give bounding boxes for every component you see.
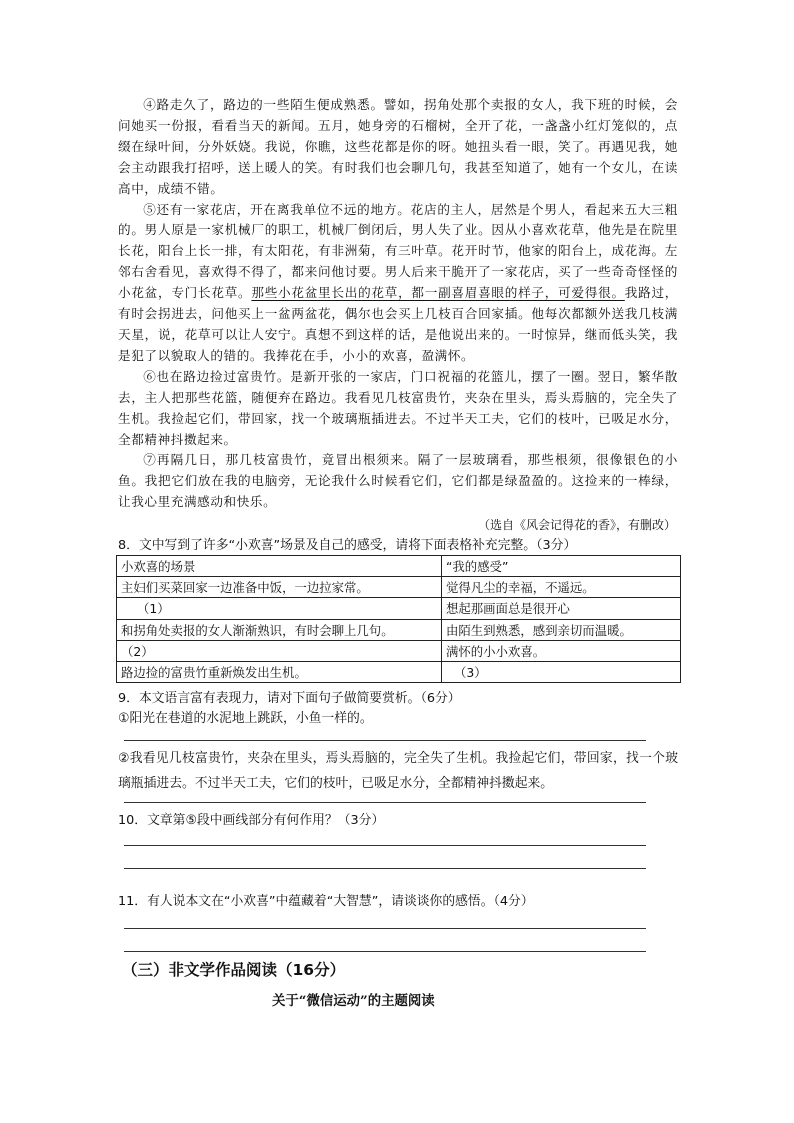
passage-source: （选自《风会记得花的香》，有删改） <box>477 518 676 532</box>
table-cell-scene: 和拐角处卖报的女人渐渐熟识，有时会聊上几句。 <box>117 619 442 640</box>
question-11: 11．有人说本文在“小欢喜”中蕴藏着“大智慧”，请谈谈你的感悟。（4分） <box>118 894 534 909</box>
paragraph-5-text-b: 我路过，有时会拐进去，问他买上一盆两盆花，偶尔也会买上几枝百合回家插。他每次都额外送我几枝满天星，说，花草可以让人安宁。真想不到这样的话，是他说出来的。一时惊异，继而低头笑，我是犯了以貌取人的错的。我捧花在手，小小的欢喜，盈满怀。 <box>118 285 678 363</box>
table-cell-blank-2[interactable]: （2） <box>117 640 442 661</box>
reading-passage <box>118 95 678 513</box>
table-cell-blank-1[interactable]: （1） <box>117 598 442 619</box>
answer-line[interactable] <box>124 868 646 869</box>
answer-line[interactable] <box>124 845 646 846</box>
table-header-scene: 小欢喜的场景 <box>117 556 442 577</box>
table-row <box>117 619 681 640</box>
sentence-1: ①阳光在巷道的水泥地上跳跃，小鱼一样的。 <box>118 711 373 726</box>
table-header-row <box>117 556 681 577</box>
answer-table <box>116 555 681 683</box>
table-cell-feeling: 由陌生到熟悉，感到亲切而温暖。 <box>442 619 681 640</box>
table-row <box>117 577 681 598</box>
question-9: 9．本文语言富有表现力，请对下面句子做简要赏析。（6分） <box>118 691 461 706</box>
table-cell-feeling: 觉得凡尘的幸福，不遥远。 <box>442 577 681 598</box>
sentence-2: ②我看见几枝富贵竹，夹杂在里头，焉头焉脑的，完全失了生机。我捡起它们，带回家，找一个玻璃瓶插进去。不过半天工夫，它们的枝叶，已吸足水分，全都精神抖擞起来。 <box>118 751 678 791</box>
underlined-sentence: 那些小花盆里长出的花草，都一副喜眉喜眼的样子，可爱得很。 <box>251 285 625 301</box>
table-cell-scene: 路边捡的富贵竹重新焕发出生机。 <box>117 661 442 682</box>
paragraph-5 <box>118 200 678 367</box>
section-subtitle: 关于“微信运动”的主题阅读 <box>272 993 435 1009</box>
paragraph-4: ④路走久了，路边的一些陌生便成熟悉。譬如，拐角处那个卖报的女人，我下班的时候，会问她买一份报，看看当天的新闻。五月，她身旁的石榴树，全开了花，一盏盏小红灯笼似的，点缀在绿叶间，分外妖娆。我说，你瞧，这些花都是你的呀。她扭头看一眼，笑了。再遇见我，她会主动跟我打招呼，送上暖人的笑。有时我们也会聊几句，我甚至知道了，她有一个女儿，在读高中，成绩不错。 <box>118 97 678 196</box>
answer-line[interactable] <box>124 951 646 952</box>
table-cell-scene: 主妇们买菜回家一边准备中饭，一边拉家常。 <box>117 577 442 598</box>
table-row <box>117 598 681 619</box>
answer-line[interactable] <box>124 740 646 741</box>
table-row <box>117 640 681 661</box>
answer-line[interactable] <box>124 928 646 929</box>
table-cell-feeling: 想起那画面总是很开心 <box>442 598 681 619</box>
paragraph-7: ⑦再隔几日，那几枝富贵竹，竟冒出根须来。隔了一层玻璃看，那些根须，很像银色的小鱼。我把它们放在我的电脑旁，无论我什么时候看它们，它们都是绿盈盈的。这捡来的一棒绿，让我心里充满感动和快乐。 <box>118 452 678 510</box>
paragraph-5-text-a: ⑤还有一家花店，开在离我单位不远的地方。花店的主人，居然是个男人，看起来五大三粗的。男人原是一家机械厂的职工，机械厂倒闭后，男人失了业。因从小喜欢花草，他先是在院里长花，阳台上长一排，有太阳花，有非洲菊，有三叶草。花开时节，他家的阳台上，成花海。左邻右舍看见，喜欢得不得了，都来问他讨要。男人后来干脆开了一家花店，买了一些奇奇怪怪的小花盆，专门长花草。 <box>118 201 678 301</box>
question-10: 10．文章第⑤段中画线部分有何作用？（3分） <box>118 813 385 828</box>
table-row <box>117 661 681 682</box>
question-8: 8．文中写到了许多“小欢喜”场景及自己的感受，请将下面表格补充完整。（3分） <box>118 538 577 553</box>
answer-line[interactable] <box>124 802 646 803</box>
table-cell-feeling: 满怀的小小欢喜。 <box>442 640 681 661</box>
table-header-feeling: “我的感受” <box>442 556 681 577</box>
table-cell-blank-3[interactable]: （3） <box>442 661 681 682</box>
section-title: （三）非文学作品阅读（16分） <box>122 961 346 979</box>
paragraph-6: ⑥也在路边捡过富贵竹。是新开张的一家店，门口祝福的花篮儿，摆了一圈。翌日，繁华散去，主人把那些花篮，随便弃在路边。我看见几枝富贵竹，夹杂在里头，焉头焉脑的，完全失了生机。我捡起它们，带回家，找一个玻璃瓶插进去。不过半天工夫，它们的枝叶，已吸足水分，全都精神抖擞起来。 <box>118 368 678 447</box>
